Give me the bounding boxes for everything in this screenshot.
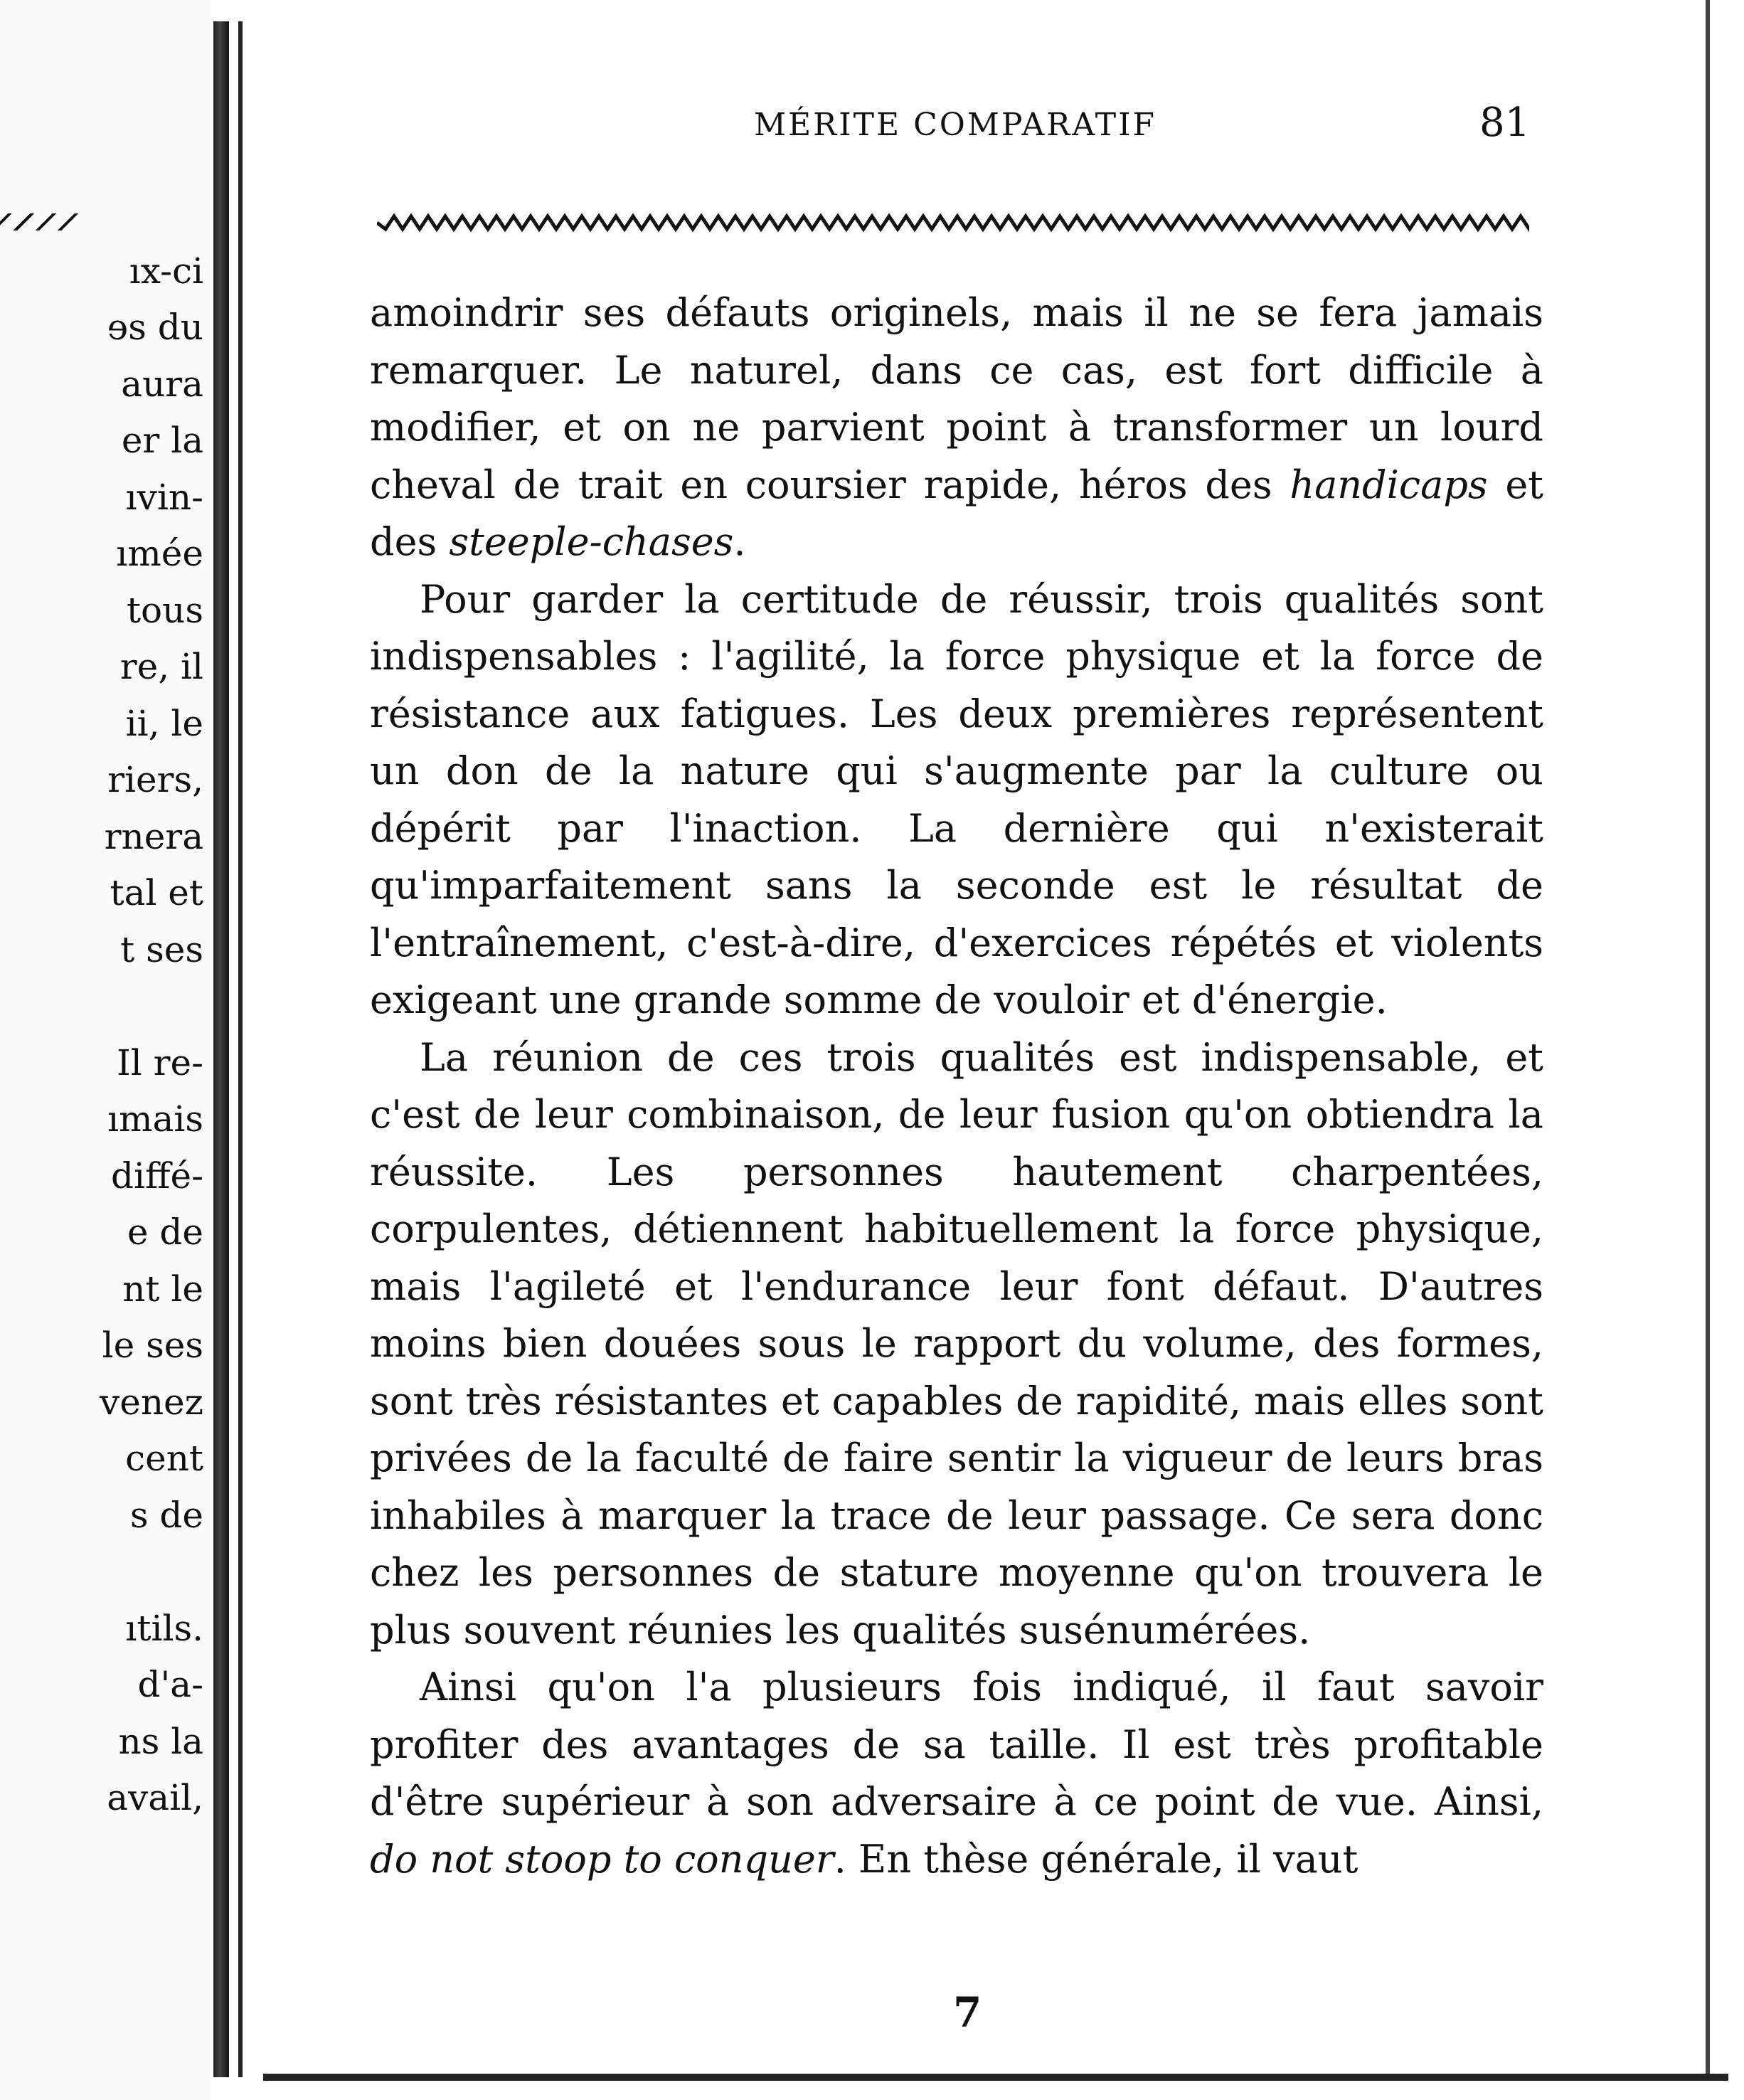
left-page-text-fragments	[0, 186, 209, 1827]
left-fragment-line: Il re-	[116, 1041, 203, 1083]
left-fragment-line: ımais	[107, 1098, 203, 1140]
left-fragment-line: le ses	[102, 1325, 203, 1366]
left-page-fragment	[0, 0, 211, 2100]
paragraph-1-text: amoindrir ses défauts originels, mais il ne se fera jamais remarquer. Le naturel, dans ce cas, est fort difficile à modifier, et on ne parvient point à transformer un lourd cheval de trait en coursier rapide, héros des	[370, 290, 1543, 507]
left-fragment-line: e de	[127, 1211, 203, 1253]
paragraph-1-middle: et des	[370, 462, 1543, 564]
left-fragment-line: aura	[121, 363, 203, 405]
left-fragment-line: diffé-	[110, 1155, 203, 1197]
signature-mark: 7	[953, 1988, 982, 2037]
left-fragment-line: venez	[100, 1381, 203, 1423]
paragraph-1-italic-steeple: steeple-chases	[449, 519, 734, 564]
left-fragment-line: avail,	[107, 1777, 203, 1818]
left-fragment-line: ıx-ci	[129, 250, 203, 292]
left-fragment-line: ii, le	[125, 702, 203, 744]
left-fragment-line: ıtils.	[125, 1607, 203, 1649]
paragraph-1-italic-handicaps: handicaps	[1290, 462, 1488, 507]
left-fragment-line: s de	[129, 1494, 203, 1536]
paragraph-2: Pour garder la certitude de réussir, trois qualités sont indispensables : l'agilité, la force physique et la force de résistance aux fatigues. Les deux premières représentent un don de la nature qui s'augmente par la culture ou dépérit par l'inaction. La dernière qui n'existerait qu'imparfaitement sans la seconde est le résultat de l'entraînement, c'est-à-dire, d'exercices répétés et violents exigeant une grande somme de vouloir et d'énergie.	[370, 576, 1543, 1022]
wavy-rule-ornament	[377, 212, 1529, 233]
left-fragment-line	[0, 186, 209, 243]
body-text	[370, 285, 1543, 1888]
left-fragment-line: ımée	[116, 533, 203, 574]
left-fragment-line	[0, 1544, 209, 1601]
page-number: 81	[1479, 100, 1531, 146]
left-fragment-line: d'a-	[137, 1664, 203, 1705]
left-fragment-line: nt le	[122, 1268, 203, 1310]
paragraph-3: La réunion de ces trois qualités est indispensable, et c'est de leur combinaison, de leur fusion qu'on obtiendra la réussite. Les personnes hautement charpentées, corpulentes, détiennent habituellement la force physique, mais l'agileté et l'endurance leur font défaut. D'autres moins bien douées sous le rapport du volume, des formes, sont très résistantes et capables de rapidité, mais elles sont privées de la faculté de faire sentir la vigueur de leurs bras inhabiles à marquer la trace de leur passage. Ce sera donc chez les personnes de stature moyenne qu'on trouvera le plus souvent réunies les qualités susénumérées.	[370, 1034, 1543, 1653]
left-fragment-line: ɘs du	[107, 307, 203, 348]
page-spine-edge	[238, 21, 243, 2077]
paragraph-4-italic-quote: do not stoop to conquer	[370, 1836, 834, 1882]
left-fragment-line: t ses	[120, 928, 203, 970]
page-bottom-edge	[263, 2074, 1728, 2081]
left-fragment-line: riers,	[107, 759, 203, 800]
running-head: MÉRITE COMPARATIF	[754, 107, 1157, 143]
book-gutter	[213, 21, 229, 2077]
left-fragment-line	[0, 978, 209, 1035]
paragraph-4-text: Ainsi qu'on l'a plusieurs fois indiqué, il faut savoir profiter des avantages de sa taille. Il est très profitable d'être supérieur à son adversaire à ce point de vue. Ainsi,	[370, 1665, 1543, 1824]
left-fragment-line: tous	[126, 589, 203, 631]
paragraph-4-end: . En thèse générale, il vaut	[834, 1836, 1358, 1882]
left-fragment-line: er la	[121, 420, 203, 461]
left-fragment-line: re, il	[119, 646, 203, 687]
paragraph-4	[370, 1659, 1543, 1888]
left-fragment-line: cent	[125, 1438, 203, 1479]
page-right-edge	[1706, 0, 1710, 2077]
left-fragment-line: ns la	[118, 1720, 203, 1762]
left-fragment-line: ıvin-	[125, 476, 203, 518]
left-fragment-line: tal et	[110, 872, 203, 913]
paragraph-1-end: .	[733, 519, 746, 564]
left-fragment-line: rnera	[104, 815, 203, 857]
paragraph-1	[370, 285, 1543, 571]
